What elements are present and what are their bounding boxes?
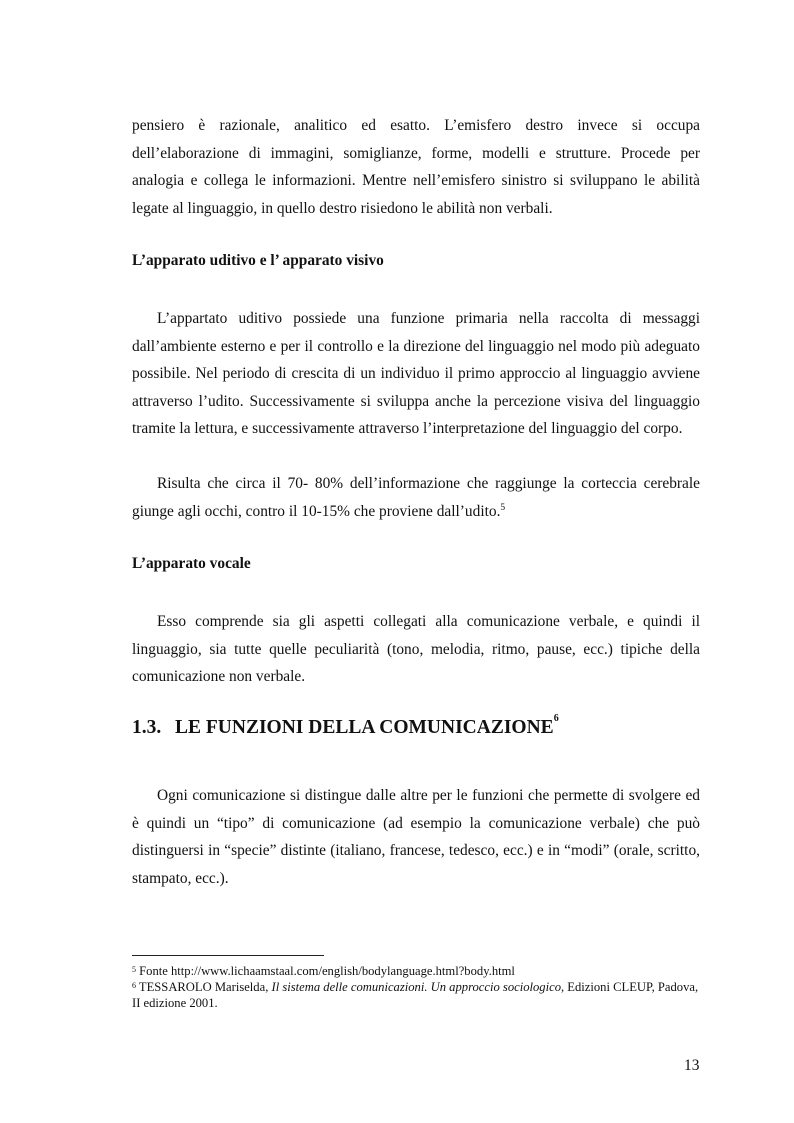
paragraph-funzioni — [132, 782, 700, 892]
paragraph-uditivo — [132, 305, 700, 443]
footnote-ref-5: 5 — [500, 502, 506, 513]
paragraph-vocale — [132, 608, 700, 691]
paragraph-risulta-text: Risulta che circa il 70- 80% dell’informazione che raggiunge la corteccia cerebrale giunge agli occhi, contro il 10-15% che proviene dall’udito. — [132, 475, 700, 520]
paragraph-intro-text: pensiero è razionale, analitico ed esatto. L’emisfero destro invece si occupa dell’elaborazione di immagini, somiglianze, forme, modelli e strutture. Procede per analogia e collega le informazioni. Mentre nell’emisfero sinistro si sviluppano le abilità legate al linguaggio, in quello destro risiedono le abilità non verbali. — [132, 117, 700, 217]
page-number: 13 — [684, 1057, 700, 1074]
footnote-5-text: Fonte http://www.lichaamstaal.com/english/bodylanguage.html?body.html — [136, 964, 515, 978]
footnote-6 — [132, 979, 700, 1011]
paragraph-risulta — [132, 470, 700, 525]
footnote-6-publisher: , Edizioni CLEUP, Padova, II edizione 2001. — [132, 980, 699, 1010]
subheading-uditivo-visivo: L’apparato uditivo e l’ apparato visivo — [132, 252, 384, 269]
paragraph-funzioni-text: Ogni comunicazione si distingue dalle altre per le funzioni che permette di svolgere ed è quindi un “tipo” di comunicazione (ad esempio la comunicazione verbale) che può distinguersi in “specie” distinte (italiano, francese, tedesco, ecc.) e in “modi” (orale, scritto, stampato, ecc.). — [132, 787, 700, 887]
footnote-6-author: TESSAROLO Mariselda, — [136, 980, 272, 994]
footnote-5-number: 5 — [132, 965, 136, 974]
footnotes — [132, 963, 700, 1011]
section-heading — [132, 713, 559, 739]
section-title: LE FUNZIONI DELLA COMUNICAZIONE — [175, 717, 554, 738]
footnote-6-book-title: Il sistema delle comunicazioni. Un approccio sociologico — [271, 980, 561, 994]
footnote-5 — [132, 963, 700, 979]
paragraph-intro — [132, 112, 700, 222]
section-number: 1.3. — [132, 717, 162, 738]
paragraph-vocale-text: Esso comprende sia gli aspetti collegati alla comunicazione verbale, e quindi il linguaggio, sia tutte quelle peculiarità (tono, melodia, ritmo, pause, ecc.) tipiche della comunicazione non verbale. — [132, 613, 700, 686]
footnote-6-number: 6 — [132, 981, 136, 990]
paragraph-uditivo-text: L’appartato uditivo possiede una funzione primaria nella raccolta di messaggi dall’ambiente esterno e per il controllo e la direzione del linguaggio nel modo più adeguato possibile. Nel periodo di crescita di un individuo il primo approccio al linguaggio avviene attraverso l’udito. Successivamente si sviluppa anche la percezione visiva del linguaggio tramite la lettura, e successivamente attraverso l’interpretazione del linguaggio del corpo. — [132, 310, 700, 438]
subheading-vocale: L’apparato vocale — [132, 555, 251, 572]
footnote-ref-6: 6 — [553, 713, 559, 724]
footnote-divider — [132, 955, 324, 956]
